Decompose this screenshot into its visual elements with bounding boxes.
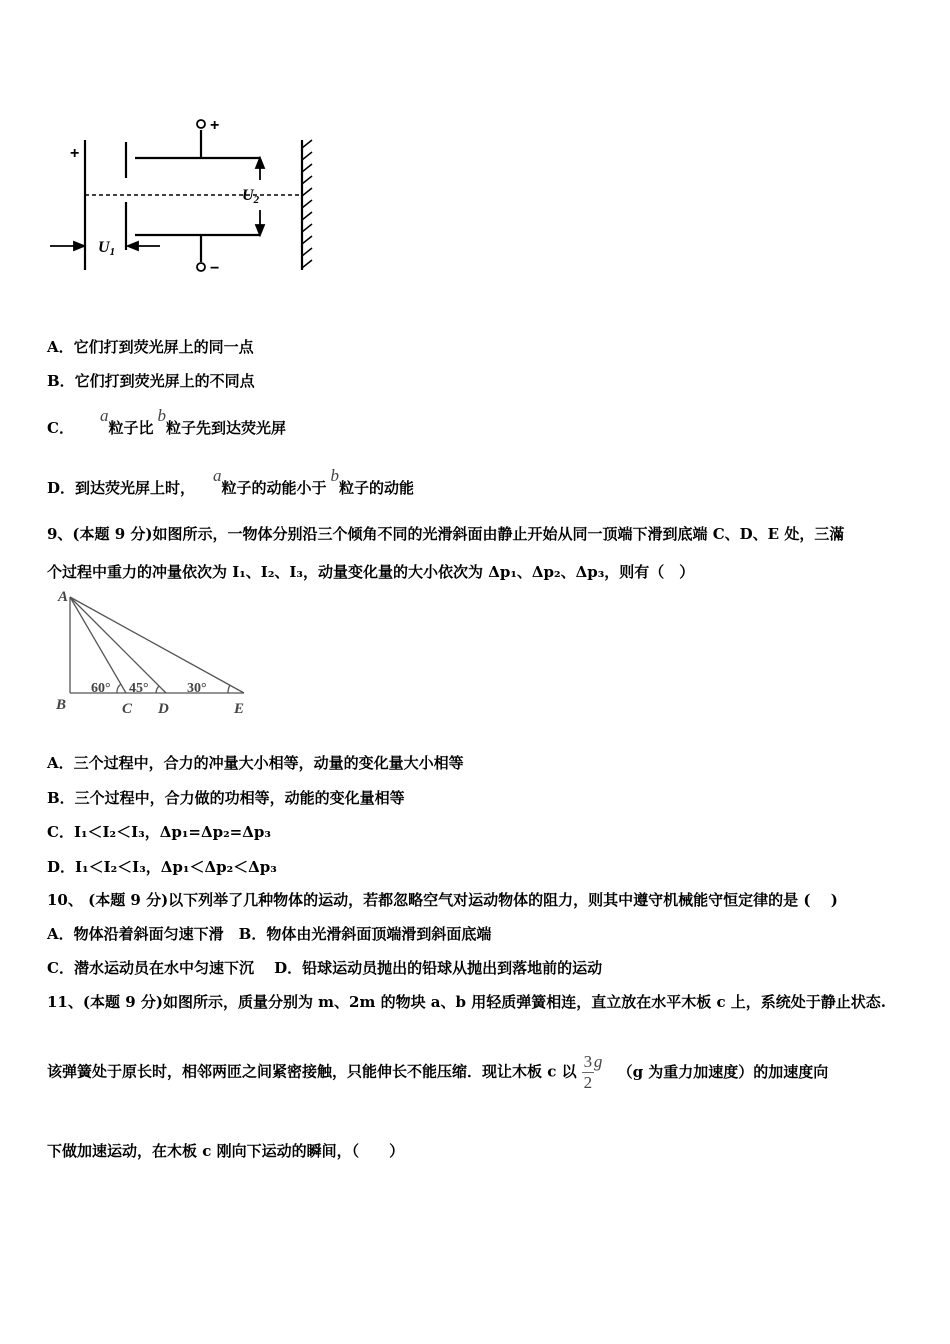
figure-deflection-apparatus [40,100,330,300]
point-c-label: C [122,701,133,717]
q10-options-cd: C．潜水运动员在水中匀速下沉 D．铅球运动员抛出的铅球从抛出到落地前的运动 [47,959,603,977]
plus-plate-left: + [70,145,80,162]
point-e-label: E [234,701,245,717]
plus-terminal-top: + [210,117,220,134]
angle-60-label: 60° [91,681,111,696]
q9-option-b: B．三个过程中，合力做的功相等，动能的变化量相等 [47,789,405,807]
q10-options-ab: A．物体沿着斜面匀速下滑 B．物体由光滑斜面顶端滑到斜面底端 [47,925,492,943]
q11-stem-line1: 11、(本题 9 分)如图所示，质量分别为 m、2m 的物块 a、b 用轻质弹簧相连，直立放在水平木板 c 上，系统处于静止状态. [47,993,887,1011]
point-b-label: B [56,697,67,713]
q8-option-d: D．到达荧光屏上时，a粒子的动能小于b粒子的动能 [47,466,415,497]
q9-option-a: A．三个过程中，合力的冲量大小相等，动量的变化量大小相等 [47,754,464,772]
q9-stem-line2: 个过程中重力的冲量依次为 I₁、I₂、I₃，动量变化量的大小依次为 Δp₁、Δp₂、Δp₃，则有（ ） [47,563,695,581]
q11-stem-line2: 该弹簧处于原长时，相邻两匝之间紧密接触，只能伸长不能压缩．现让木板 c 以 $\frac{3}{2}g$ （g 为重力加速度）的加速度向 [47,1051,829,1092]
q8-option-c: C．a粒子比b粒子先到达荧光屏 [47,406,286,437]
angle-30-label: 30° [187,681,207,696]
point-a-label: A [58,589,69,605]
point-d-label: D [158,701,169,717]
q8-option-a: A．它们打到荧光屏上的同一点 [47,338,254,356]
u1-label: U1 [98,239,116,258]
q9-option-d: D．I₁＜I₂＜I₃，Δp₁＜Δp₂＜Δp₃ [47,858,277,876]
q8-option-b: B．它们打到荧光屏上的不同点 [47,372,255,390]
angle-45-label: 45° [129,681,149,696]
figure-inclines [44,585,264,720]
q10-stem: 10、 (本题 9 分)以下列举了几种物体的运动，若都忽略空气对运动物体的阻力，则其中遵守机械能守恒定律的是 ( ) [47,891,838,909]
u2-label: U2 [242,187,260,206]
minus-terminal-bottom: − [210,260,220,277]
q9-option-c: C．I₁＜I₂＜I₃，Δp₁=Δp₂=Δp₃ [47,823,271,841]
q11-stem-line3: 下做加速运动，在木板 c 刚向下运动的瞬间，（ ） [47,1142,405,1160]
q9-stem-line1: 9、(本题 9 分)如图所示，一物体分别沿三个倾角不同的光滑斜面由静止开始从同一顶端下滑到底端 C、D、E 处，三滿 [47,525,845,543]
fraction-three-halves: $\frac{3}{2}$ [583,1052,593,1092]
